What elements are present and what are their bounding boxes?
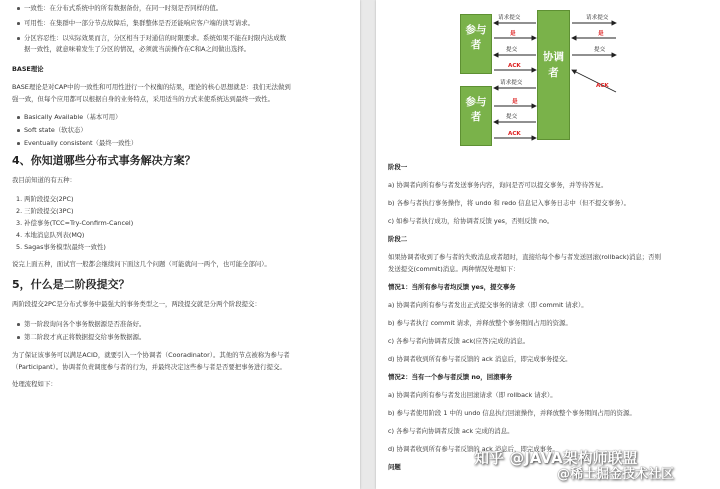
bullet-dot xyxy=(17,142,20,145)
phase1-title: 阶段一 xyxy=(388,163,408,171)
phase1-c: c) 如参与者执行成功，给协调者反馈 yes，否则反馈 no。 xyxy=(388,217,554,225)
phase1-a: a) 协调者向所有参与者发送事务内容，询问是否可以提交事务，并等待答复。 xyxy=(388,181,608,189)
heading-5: 5，什么是二阶段提交？ xyxy=(12,278,130,291)
base-title: BASE理论 xyxy=(12,65,44,73)
phase2-para-2: 发送提交(commit)消息。两种情况处理如下： xyxy=(388,265,520,273)
problem-title: 问题 xyxy=(388,463,401,471)
base-item-2: Soft state（软状态） xyxy=(24,126,87,134)
five-note: 说完上面五种，面试官一般都会继续问下面这几个问题（可能就问一两个，也可能全部问）。 xyxy=(12,260,271,268)
right-page xyxy=(376,0,720,489)
case2-c: c) 各参与者向协调者反馈 ack 完成的消息。 xyxy=(388,427,514,435)
solution-1: 1. 两阶段提交(2PC) xyxy=(16,195,74,203)
bullet-dot xyxy=(17,336,20,339)
case1-title: 情况1：当所有参与者均反馈 yes，提交事务 xyxy=(388,283,516,291)
case1-c: c) 各参与者向协调者反馈 ack(应答)完成的消息。 xyxy=(388,337,530,345)
bullet-dot xyxy=(17,22,20,25)
phase2-para-1: 如果协调者收到了参与者的失败消息或者超时，直接给每个参与者发送回滚(rollback)消息；否则 xyxy=(388,253,661,261)
bullet-partition: 分区容忍性：以实际效果而言，分区相当于对通信的时限要求。系统如果不能在时限内达成数 xyxy=(24,34,287,42)
solution-4: 4. 本地消息队列表(MQ) xyxy=(16,231,85,239)
twopc-intro: 两阶段提交2PC是分布式事务中最强大的事务类型之一，两段提交就是分两个阶段提交： xyxy=(12,300,261,308)
case1-a: a) 协调者向所有参与者发出正式提交事务的请求（即 commit 请求）。 xyxy=(388,301,588,309)
coordinator-box: 协调者 xyxy=(537,10,570,140)
base-para-1: BASE理论是对CAP中的一致性和可用性进行一个权衡的结果，理论的核心思想就是：我们无法做到 xyxy=(12,83,291,91)
case2-a: a) 协调者向所有参与者发出回滚请求（即 rollback 请求）。 xyxy=(388,391,557,399)
bottom-commit-label: 提交 xyxy=(506,114,518,120)
solution-2: 2. 三阶段提交(3PC) xyxy=(16,207,74,215)
case1-b: b) 参与者执行 commit 请求，并释放整个事务期间占用的资源。 xyxy=(388,319,572,327)
zhihu-watermark: 知乎 @JAVA架构师联盟 xyxy=(474,449,638,467)
right-yes-label: 是 xyxy=(598,31,604,37)
right-ack-label: ACK xyxy=(596,83,609,89)
case2-title: 情况2：当有一个参与者反馈 no，回滚事务 xyxy=(388,373,513,381)
flow-label: 处理流程如下： xyxy=(12,380,57,388)
solution-5: 5. Sagas事务模型(最终一致性) xyxy=(16,243,106,251)
right-commit-label: 提交 xyxy=(594,47,606,53)
case2-d: d) 协调者收到所有参与者反馈的 ack 消息后，即完成事务。 xyxy=(388,445,559,453)
bottom-ack-label: ACK xyxy=(508,131,521,137)
phase1-b: b) 各参与者执行事务操作，将 undo 和 redo 信息记入事务日志中（但不提交事务）。 xyxy=(388,199,631,207)
bullet-consistency: 一致性：在分布式系统中的所有数据备份，在同一时刻是否同样的值。 xyxy=(24,4,223,12)
heading-4: 4、你知道哪些分布式事务解决方案？ xyxy=(12,154,196,167)
two-phase-diagram xyxy=(376,0,720,150)
bullet-dot xyxy=(17,7,20,10)
five-intro: 我目前知道的有五种： xyxy=(12,176,76,184)
case1-d: d) 协调者收到所有参与者反馈的 ack 消息后，即完成事务提交。 xyxy=(388,355,572,363)
case2-b: b) 参与者使用阶段 1 中的 undo 信息执行回滚操作，并释放整个事务期间占用的资源。 xyxy=(388,409,636,417)
bullet-dot xyxy=(17,323,20,326)
base-item-1: Basically Available（基本可用） xyxy=(24,113,122,121)
phase2-title: 阶段二 xyxy=(388,235,408,243)
juejin-watermark: @稀土掘金技术社区 xyxy=(557,467,675,482)
base-item-3: Eventually consistent（最终一致性） xyxy=(24,139,138,147)
bullet-dot xyxy=(17,116,20,119)
bullet-partition-cont: 据一致性，就意味着发生了分区的情况，必须就当前操作在C和A之间做出选择。 xyxy=(24,45,251,53)
twopc-item-1: 第一阶段询问各个事务数据源是否准备好。 xyxy=(24,320,146,328)
bottom-yes-label: 是 xyxy=(512,99,518,105)
solution-3: 3. 补偿事务(TCC=Try-Confirm-Cancel) xyxy=(16,219,134,227)
twopc-para-1: 为了保证该事务可以满足ACID，就要引入一个协调者（Cooradinator）。其他的节点被称为参与者 xyxy=(12,351,290,359)
top-ack-label: ACK xyxy=(508,63,521,69)
bullet-dot xyxy=(17,37,20,40)
top-yes-label: 是 xyxy=(510,31,516,37)
bullet-availability: 可用性：在集群中一部分节点故障后，集群整体是否还能响应客户端的读写请求。 xyxy=(24,19,255,27)
twopc-para-2: （Participant）。协调者负责调度参与者的行为，并最终决定这些参与者是否要把事务进行提交。 xyxy=(12,363,286,371)
top-request-label: 请求提交 xyxy=(498,15,521,21)
participant-box-bottom: 参与者 xyxy=(460,86,492,146)
participant-box-top: 参与者 xyxy=(460,14,492,74)
right-request-label: 请求提交 xyxy=(586,15,609,21)
bullet-dot xyxy=(17,129,20,132)
twopc-item-2: 第二阶段才真正将数据提交给事务数据源。 xyxy=(24,333,146,341)
top-commit-label: 提交 xyxy=(506,47,518,53)
bottom-request-label: 请求提交 xyxy=(500,80,523,86)
base-para-2: 强一致，但每个应用都可以根据自身的业务特点，采用适当的方式来使系统达到最终一致性。 xyxy=(12,95,275,103)
